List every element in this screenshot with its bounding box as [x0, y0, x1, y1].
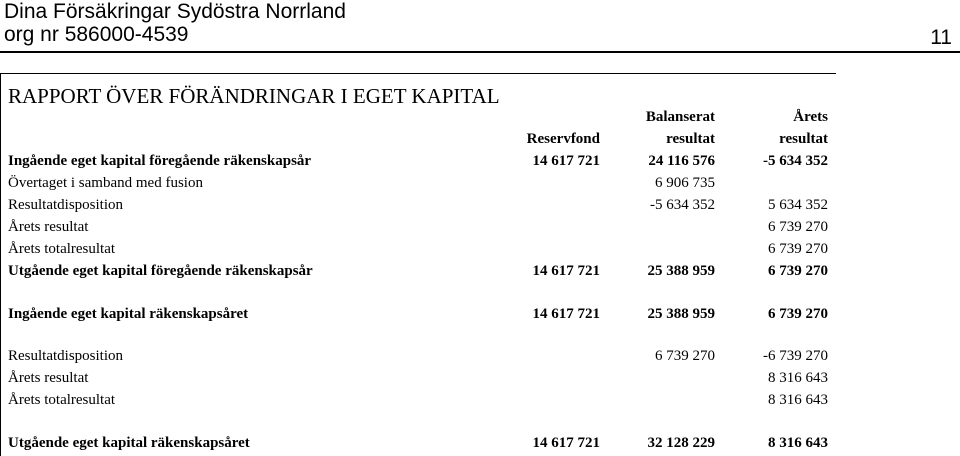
col-header-arets-line2: resultat: [779, 131, 828, 147]
table-cell-arets: 6 739 270: [768, 241, 828, 257]
table-cell-balanserat: 25 388 959: [647, 263, 715, 279]
page-number: 11: [930, 26, 952, 49]
company-name: Dina Försäkringar Sydöstra Norrland: [4, 0, 346, 23]
table-row-label: Utgående eget kapital räkenskapsåret: [8, 435, 250, 451]
table-cell-balanserat: -5 634 352: [650, 197, 715, 213]
table-left-border: [0, 73, 1, 456]
col-header-balanserat-line2: resultat: [666, 131, 715, 147]
org-number: org nr 586000-4539: [4, 23, 189, 46]
table-cell-balanserat: 25 388 959: [647, 306, 715, 322]
table-row-label: Årets totalresultat: [8, 241, 116, 257]
table-row-label: Övertaget i samband med fusion: [8, 175, 203, 191]
table-cell-balanserat: 6 906 735: [655, 175, 715, 191]
table-cell-arets: 6 739 270: [768, 263, 828, 279]
table-cell-arets: 6 739 270: [768, 219, 828, 235]
table-cell-arets: 8 316 643: [768, 435, 828, 451]
table-cell-reservfond: 14 617 721: [532, 435, 600, 451]
table-cell-arets: 6 739 270: [768, 306, 828, 322]
col-header-balanserat-line1: Balanserat: [645, 109, 715, 125]
table-cell-balanserat: 24 116 576: [648, 153, 715, 169]
table-top-border: [0, 73, 836, 74]
table-row-label: Årets totalresultat: [8, 392, 116, 408]
table-cell-arets: -5 634 352: [763, 153, 828, 169]
table-row-label: Resultatdisposition: [8, 197, 124, 213]
header-rule: [0, 51, 960, 53]
table-cell-balanserat: 32 128 229: [647, 435, 715, 451]
table-row-label: Ingående eget kapital föregående räkenskapsår: [8, 153, 312, 169]
table-cell-arets: 8 316 643: [768, 370, 828, 386]
table-cell-reservfond: 14 617 721: [532, 153, 600, 169]
table-row-label: Utgående eget kapital föregående räkenskapsår: [8, 263, 313, 279]
report-title: RAPPORT ÖVER FÖRÄNDRINGAR I EGET KAPITAL: [8, 84, 500, 108]
table-cell-arets: 5 634 352: [768, 197, 828, 213]
table-row-label: Årets resultat: [8, 219, 89, 235]
col-header-arets-line1: Årets: [793, 109, 828, 125]
table-row-label: Årets resultat: [8, 370, 89, 386]
table-row-label: Resultatdisposition: [8, 348, 124, 364]
table-cell-balanserat: 6 739 270: [655, 348, 715, 364]
col-header-reservfond: Reservfond: [526, 131, 600, 147]
table-cell-arets: 8 316 643: [768, 392, 828, 408]
table-cell-reservfond: 14 617 721: [532, 306, 600, 322]
table-cell-arets: -6 739 270: [763, 348, 828, 364]
table-cell-reservfond: 14 617 721: [532, 263, 600, 279]
table-row-label: Ingående eget kapital räkenskapsåret: [8, 306, 249, 322]
